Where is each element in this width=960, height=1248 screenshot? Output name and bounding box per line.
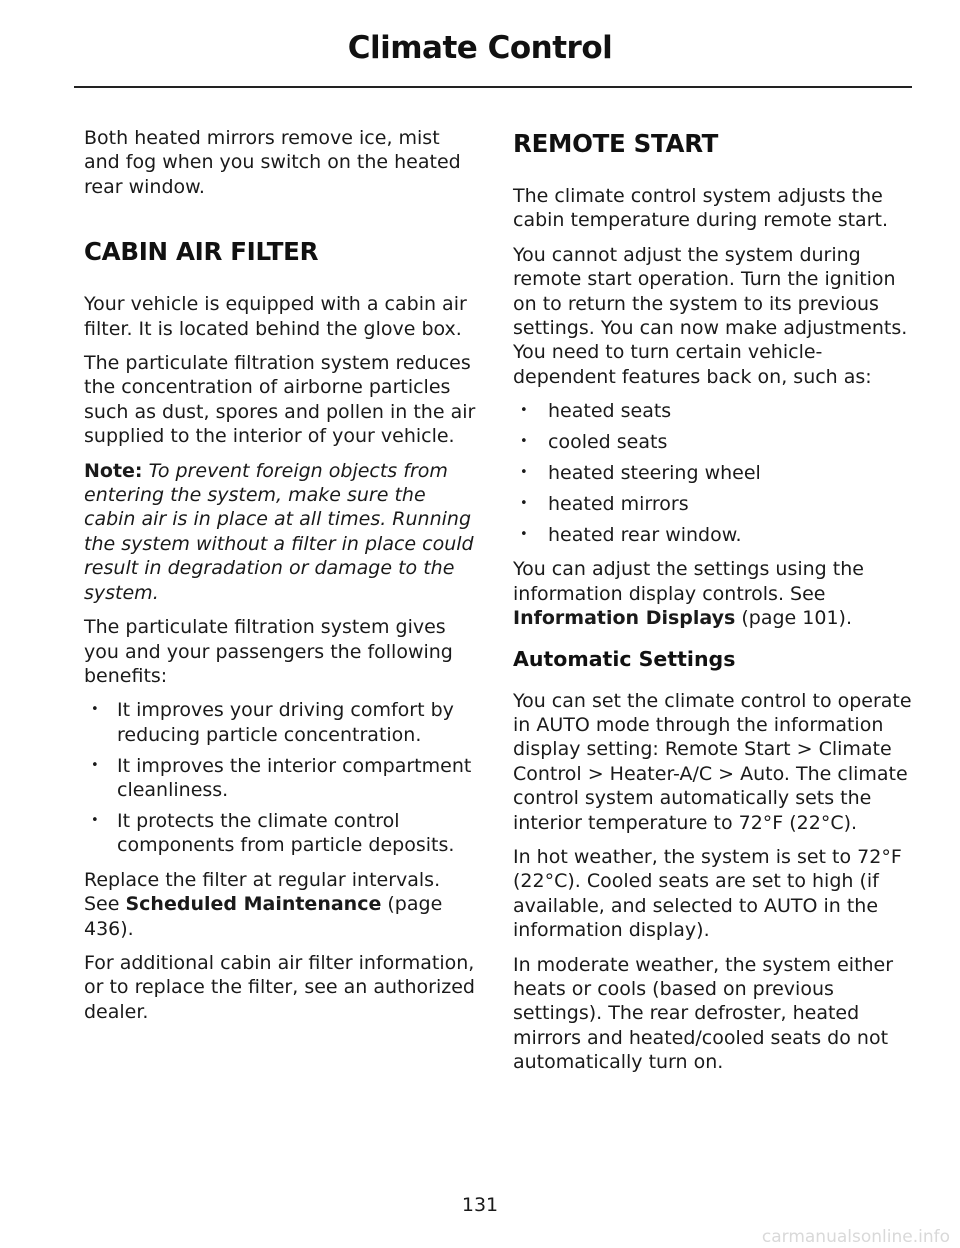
list-item: • heated steering wheel: [513, 461, 913, 485]
list-item: • It improves your driving comfort by reducing particle concentration.: [84, 698, 476, 747]
list-item: • cooled seats: [513, 430, 913, 454]
header-divider: [74, 86, 912, 88]
benefits-list: [84, 698, 476, 857]
mirrors-paragraph: Both heated mirrors remove ice, mist and fog when you switch on the heated rear window.: [84, 127, 461, 198]
hot-weather-paragraph: In hot weather, the system is set to 72°F (22°C). Cooled seats are set to high (if available, and selected to AUTO in the information display).: [513, 845, 902, 942]
adjusts-paragraph: The climate control system adjusts the cabin temperature during remote start.: [513, 185, 888, 232]
particulate-paragraph: The particulate filtration system reduces the concentration of airborne particles such as dust, spores and pollen in the air supplied to the interior of your vehicle.: [84, 352, 476, 448]
list-item: • heated seats: [513, 399, 913, 423]
page-number: 131: [461, 1194, 499, 1216]
auto-mode-paragraph: You can set the climate control to operate in AUTO mode through the information display setting: Remote Start > Climate Control > Heater-A/C > Auto. The climate control system automatically sets the interior temperature to 72°F (22°C).: [513, 689, 912, 834]
additional-info-paragraph: For additional cabin air filter information, or to replace the filter, see an authorized dealer.: [84, 951, 475, 1023]
settings-paragraph: [513, 557, 913, 630]
cabin-air-filter-heading: CABIN AIR FILTER: [84, 237, 319, 267]
list-item: • It improves the interior compartment cleanliness.: [84, 754, 476, 803]
page-title: Climate Control: [347, 30, 613, 66]
replace-page-ref: (page 436).: [84, 893, 443, 940]
list-item: • heated rear window.: [513, 523, 913, 547]
note-paragraph: [84, 459, 476, 605]
list-item: • It protects the climate control components from particle deposits.: [84, 809, 476, 858]
left-column: [84, 126, 476, 1034]
benefits-intro: The particulate filtration system gives you and your passengers the following benefits:: [84, 616, 453, 687]
watermark: carmanualsonline.info: [761, 1227, 950, 1247]
right-column: [513, 126, 913, 1085]
equipped-paragraph: Your vehicle is equipped with a cabin air filter. It is located behind the glove box.: [84, 293, 467, 340]
information-displays-link[interactable]: Information Displays: [513, 607, 736, 630]
features-list: [513, 399, 913, 547]
scheduled-maintenance-link[interactable]: Scheduled Maintenance: [125, 893, 382, 916]
note-label: Note:: [84, 459, 143, 482]
note-text: To prevent foreign objects from entering the system, make sure the cabin air is in place at all times. Running the system without a filter in place could result in degradation or damage to the system.: [84, 459, 474, 604]
replace-paragraph: [84, 868, 476, 941]
moderate-weather-paragraph: In moderate weather, the system either heats or cools (based on previous settings). The rear defroster, heated mirrors and heated/cooled seats do not automatically turn on.: [513, 953, 894, 1074]
settings-page-ref: (page 101).: [735, 607, 853, 630]
remote-start-heading: REMOTE START: [513, 129, 719, 158]
cannot-adjust-paragraph: You cannot adjust the system during remote start operation. Turn the ignition on to return the system to its previous settings. You can now make adjustments. You need to turn certain vehicle-dependent features back on, such as:: [513, 243, 908, 388]
list-item: • heated mirrors: [513, 492, 913, 516]
automatic-settings-heading: Automatic Settings: [513, 646, 736, 671]
replace-text: Replace the filter at regular intervals. See: [84, 868, 441, 916]
settings-text: You can adjust the settings using the information display controls. See: [513, 558, 864, 605]
